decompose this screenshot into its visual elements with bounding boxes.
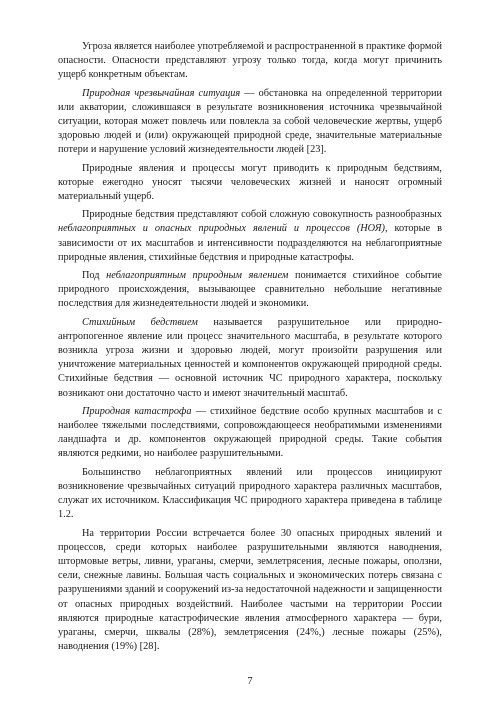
italic-term: Природная катастрофа bbox=[82, 405, 192, 417]
paragraph bbox=[58, 316, 442, 401]
italic-term: неблагоприятным природным явлением bbox=[106, 270, 289, 282]
page-number: 7 bbox=[247, 676, 253, 687]
paragraph bbox=[58, 405, 442, 462]
italic-term: Природная чрезвычайная ситуация bbox=[82, 87, 241, 99]
text-run: Природные явления и процессы могут приводить к природным бедствиям, которые ежегодно уносят тысячи человеческих жизней и наносят огромный материальный ущерб. bbox=[58, 162, 442, 203]
italic-term: Стихийным бедствием bbox=[82, 316, 198, 328]
text-body bbox=[58, 40, 442, 654]
paragraph bbox=[58, 527, 442, 655]
text-run: — стихийное бедствие особо крупных масштабов и с наиболее тяжелыми последствиями, сопровождающееся необратимыми изменениями ландшафта и др. компонентов окружающей природной среды. Такие события являются редкими, но наиболее разрушительными. bbox=[58, 405, 442, 460]
italic-term: неблагоприятных и опасных природных явлений и процессов (НОЯ) bbox=[58, 223, 385, 235]
text-run: понимается стихийное событие природного происхождения, вызывающее сравнительно небольшие негативные последствия для жизнедеятельности людей и экономики. bbox=[58, 270, 443, 310]
text-run: Угроза является наиболее употребляемой и распространенной в практике формой опасности. Опасности представляют угрозу только тогда, когда могут причинить ущерб конкретным объектам. bbox=[58, 41, 442, 81]
text-run: Природные бедствия представляют собой сложную совокупность разнообразных bbox=[82, 209, 442, 221]
paragraph bbox=[58, 162, 442, 205]
paragraph bbox=[58, 208, 442, 265]
paragraph bbox=[58, 87, 442, 158]
paragraph bbox=[58, 466, 442, 523]
text-run: Большинство неблагоприятных явлений или процессов инициируют возникновение чрезвычайных ситуаций природного характера различных масштабов, служат их источником. Классификация ЧС природного характера приведена в таблице 1.2. bbox=[58, 466, 442, 521]
paragraph bbox=[58, 40, 442, 83]
text-run: Под bbox=[82, 270, 107, 282]
paragraph bbox=[58, 269, 442, 312]
text-run: , которые в зависимости от их масштабов и интенсивности подразделяются на неблагоприятные природные явления, стихийные бедствия и природные катастрофы. bbox=[58, 223, 442, 263]
text-run: На территории России встречается более 30 опасных природных явлений и процессов, среди которых наиболее разрушительными являются наводнения, штормовые ветры, ливни, ураганы, смерчи, землетрясения, лесные пожары, оползни, сели, снежные лавины. Большая часть социальных и экономических потерь связана с разрушениями зданий и сооружений из-за недостаточной надежности и защищенности от опасных природных воздействий. Наиболее частыми на территории России являются природные катастрофические явления атмосферного характера — бури, ураганы, смерчи, шквалы (28%), землетрясения (24%,) лесные пожары (25%), наводнения (19%) [28]. bbox=[58, 527, 442, 653]
text-run: называется разрушительное или природно-антропогенное явление или процесс значительного масштаба, в результате которого возникла угроза жизни и здоровью людей, могут произойти разрушения или уничтожение материальных ценностей и компонентов окружающей природной среды. Стихийные бедствия — основной источник ЧС природного характера, поскольку возникают они достаточно часто и имеют значительный масштаб. bbox=[58, 316, 443, 399]
text-run: — обстановка на определенной территории или акватории, сложившаяся в результате возникновения источника чрезвычайной ситуации, которая может повлечь или повлекла за собой человеческие жертвы, ущерб здоровью людей и (или) окружающей природной среде, значительные материальные потери и нарушение условий жизнедеятельности людей [23]. bbox=[58, 87, 443, 156]
